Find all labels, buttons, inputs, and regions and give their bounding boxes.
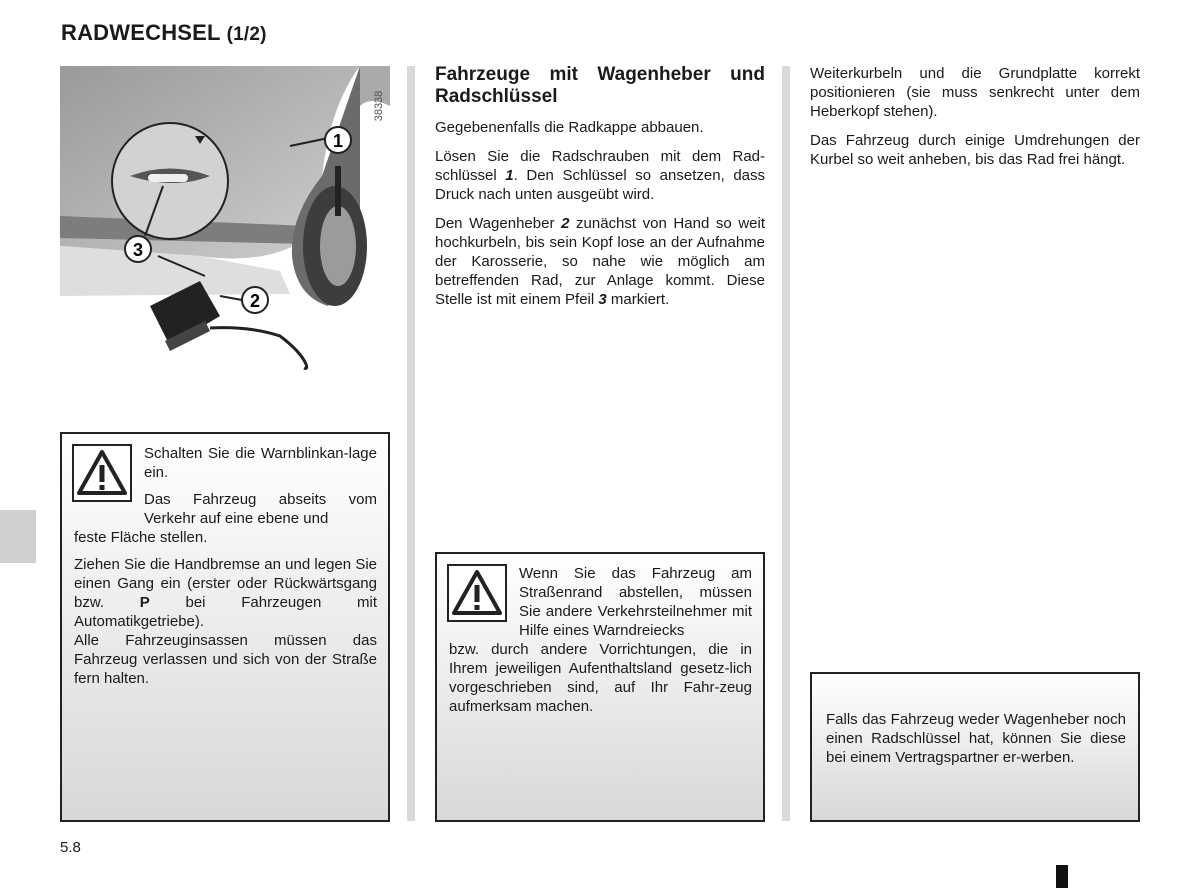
title-suffix: (1/2) <box>226 24 267 45</box>
figure-ref-number: 38338 <box>373 90 385 122</box>
warning-box-left <box>60 432 390 822</box>
warning-left-p2 <box>74 490 377 547</box>
p2-text-b: . Den Schlüssel so ansetzen, dass Druck nach unten ausgeübt wird. <box>435 167 766 203</box>
warning-middle-p1 <box>449 564 752 716</box>
ref-jack-2: 2 <box>561 215 570 232</box>
corner-mark <box>1056 865 1068 888</box>
warning-left-p3-a: Ziehen Sie die Handbremse an und legen Sie einen Gang ein (erster oder Rückwärtsgang bzw. <box>74 556 377 611</box>
title-main: RADWECHSEL <box>61 20 221 45</box>
column-divider-right <box>782 66 790 821</box>
column-divider-left <box>407 66 415 821</box>
jack-illustration <box>60 66 390 396</box>
callout-1-label: 1 <box>332 131 344 151</box>
warning-left-p3-gear: P <box>139 594 150 611</box>
warning-middle-text <box>449 564 752 716</box>
p3-text-c: markiert. <box>606 291 670 308</box>
warning-left-p4: Alle Fahrzeuginsassen müssen das Fahrzeug verlassen und sich von der Straße fern halten. <box>74 632 377 687</box>
paragraph-hubcap-text: Gegebenenfalls die Radkappe abbauen. <box>435 119 704 136</box>
section-content <box>435 64 765 319</box>
warning-left-p1: Schalten Sie die Warnblinkan-lage ein. <box>144 445 377 481</box>
jack-figure-svg <box>60 66 390 396</box>
ref-wrench-1: 1 <box>505 167 514 184</box>
paragraph-jack <box>435 214 765 309</box>
paragraph-lift: Das Fahrzeug durch einige Umdrehungen der Kurbel so weit anheben, bis das Rad frei hängt. <box>810 132 1140 168</box>
page-number: 5.8 <box>60 839 81 856</box>
p3-text-a: Den Wagenheber <box>435 215 562 232</box>
callout-3-label: 3 <box>132 240 144 260</box>
warning-middle-p1-indented: Wenn Sie das Fahrzeug am Straßenrand abstellen, müssen Sie andere Verkehrsteilnehmer mit Hilfe eines Warndreiecks <box>519 565 752 639</box>
note-box-right <box>810 672 1140 822</box>
right-column-content <box>810 64 1140 179</box>
warning-middle-p1-rest: bzw. durch andere Vorrichtungen, die in Ihrem jeweiligen Aufenthaltsland gesetz-lich vorgeschrieben sind, auf Ihr Fahr-zeug aufmerksam machen. <box>449 641 752 715</box>
note-right-text: Falls das Fahrzeug weder Wagenheber noch einen Radschlüssel hat, können Sie diese bei einem Vertragspartner er-werben. <box>826 711 1126 766</box>
paragraph-loosen-bolts <box>435 147 765 204</box>
warning-left-p2-rest: feste Fläche stellen. <box>74 529 208 546</box>
page-title <box>61 20 267 46</box>
warning-left-p2-indented: Das Fahrzeug abseits vom Verkehr auf eine ebene und <box>144 491 377 527</box>
warning-left-text <box>74 444 377 696</box>
paragraph-baseplate: Weiterkurbeln und die Grundplatte korrekt positionieren (sie muss senkrecht unter dem Heberkopf stehen). <box>810 65 1140 120</box>
warning-box-middle <box>435 552 765 822</box>
chapter-side-tab <box>0 510 36 563</box>
ref-arrow-3: 3 <box>598 291 607 308</box>
warning-left-p3 <box>74 555 377 631</box>
p3-text-b: zunächst von Hand so weit hochkurbeln, bis sein Kopf lose an der Aufnahme der Karosserie, so nahe wie möglich am betreffenden Rad, zur Anlage kommt. Diese Stelle ist mit einem Pfeil <box>435 215 766 308</box>
section-heading: Fahrzeuge mit Wagenheber und Radschlüssel <box>435 64 765 107</box>
p2-text-a: Lösen Sie die Radschrauben mit dem Rad-schlüssel <box>435 148 765 184</box>
paragraph-hubcap <box>435 118 765 137</box>
warning-left-p3-b: bei Fahrzeugen mit Automatikgetriebe). <box>74 594 377 630</box>
callout-2-label: 2 <box>249 291 261 311</box>
